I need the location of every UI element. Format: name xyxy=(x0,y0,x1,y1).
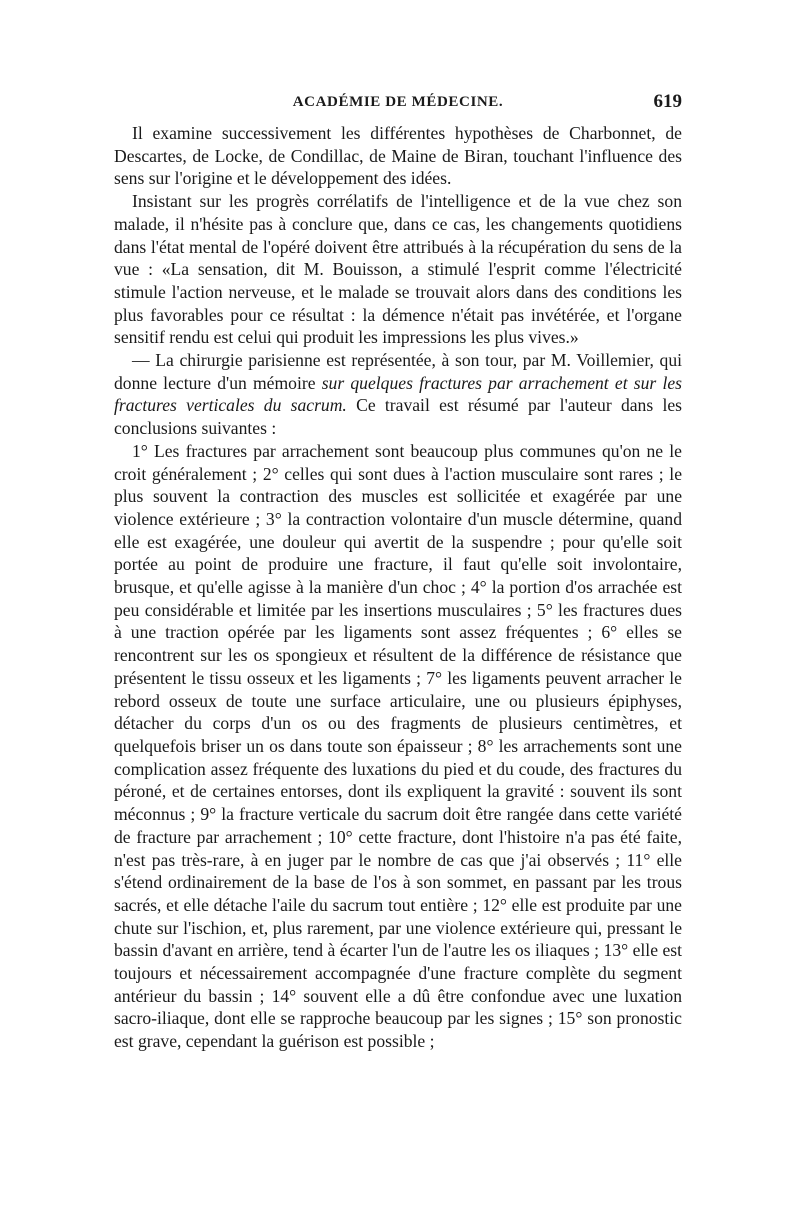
paragraph-conclusions: 1° Les fractures par arrachement sont beaucoup plus communes qu'on ne le croit généralement ; 2° celles qui sont dues à l'action musculaire sont rares ; le plus souvent la contraction des muscles est sollicitée et exagérée par une violence extérieure ; 3° la contraction volontaire d'un muscle détermine, quand elle est exagérée, une douleur qui avertit de la suspendre ; pour qu'elle soit portée au point de produire une fracture, il faut qu'elle soit involontaire, brusque, et qu'elle agisse à la manière d'un choc ; 4° la portion d'os arrachée est peu considérable et limitée par les insertions musculaires ; 5° les fractures dues à une traction opérée par les ligaments sont assez fréquentes ; 6° elles se rencontrent sur les os spongieux et résultent de la différence de résistance que présentent le tissu osseux et les ligaments ; 7° les ligaments peuvent arracher le rebord osseux de toute une surface articulaire, une ou plusieurs épiphyses, détacher du corps d'un os ou des fragments de plusieurs centimètres, et quelquefois briser un os dans toute son épaisseur ; 8° les arrachements sont une complication assez fréquente des luxations du pied et du coude, des fractures du péroné, et de certaines entorses, dont ils expliquent la gravité : souvent ils sont méconnus ; 9° la fracture verticale du sacrum doit être rangée dans cette variété de fracture par arrachement ; 10° cette fracture, dont l'histoire n'a pas été faite, n'est pas très-rare, à en juger par le nombre de cas que j'ai observés ; 11° elle s'étend ordinairement de la base de l'os à son sommet, en passant par les trous sacrés, et elle détache l'aile du sacrum tout entière ; 12° elle est produite par une chute sur l'ischion, et, plus rarement, par une violence extérieure qui, pressant le bassin d'avant en arrière, tend à écarter l'un de l'autre les os iliaques ; 13° elle est toujours et nécessairement accompagnée d'une fracture complète du segment antérieur du bassin ; 14° souvent elle a dû être confondue avec une luxation sacro-iliaque, dont elle se rapproche beaucoup par les signes ; 15° son pronostic est grave, cependant la guérison est possible ; xyxy=(114,440,682,1052)
paragraph-voillemier-intro: — La chirurgie parisienne est représentée, à son tour, par M. Voillemier, qui donne lecture d'un mémoire xyxy=(114,350,682,393)
paragraph-voillemier xyxy=(114,349,682,440)
page-header xyxy=(114,88,682,122)
paragraph-senses: Il examine successivement les différentes hypothèses de Charbonnet, de Descartes, de Locke, de Condillac, de Maine de Biran, touchant l'influence des sens sur l'origine et le développement des idées. xyxy=(114,123,682,189)
book-page xyxy=(114,88,682,1053)
paragraph-voillemier-outro: Ce travail est résumé par l'auteur dans les conclusions suivantes : xyxy=(114,395,683,439)
running-title: ACADÉMIE DE MÉDECINE. xyxy=(292,94,504,110)
memoir-title: sur quelques fractures par arrachement et sur les fractures verticales du sacrum. xyxy=(114,372,682,416)
page-number: 619 xyxy=(653,91,682,112)
paragraph-bouisson: Insistant sur les progrès corrélatifs de l'intelligence et de la vue chez son malade, il n'hésite pas à conclure que, dans ce cas, les changements quotidiens dans l'état mental de l'opéré doivent être attribués à la récupération du sens de la vue : «La sensation, dit M. Bouisson, a stimulé l'esprit comme l'électricité stimule l'action nerveuse, et le malade se trouvait alors dans des conditions les plus favorables pour ce résultat : la démence n'était pas invétérée, et l'organe sensitif rendu est celui qui produit les impressions les plus vives.» xyxy=(114,191,682,348)
body-text xyxy=(114,122,682,1053)
